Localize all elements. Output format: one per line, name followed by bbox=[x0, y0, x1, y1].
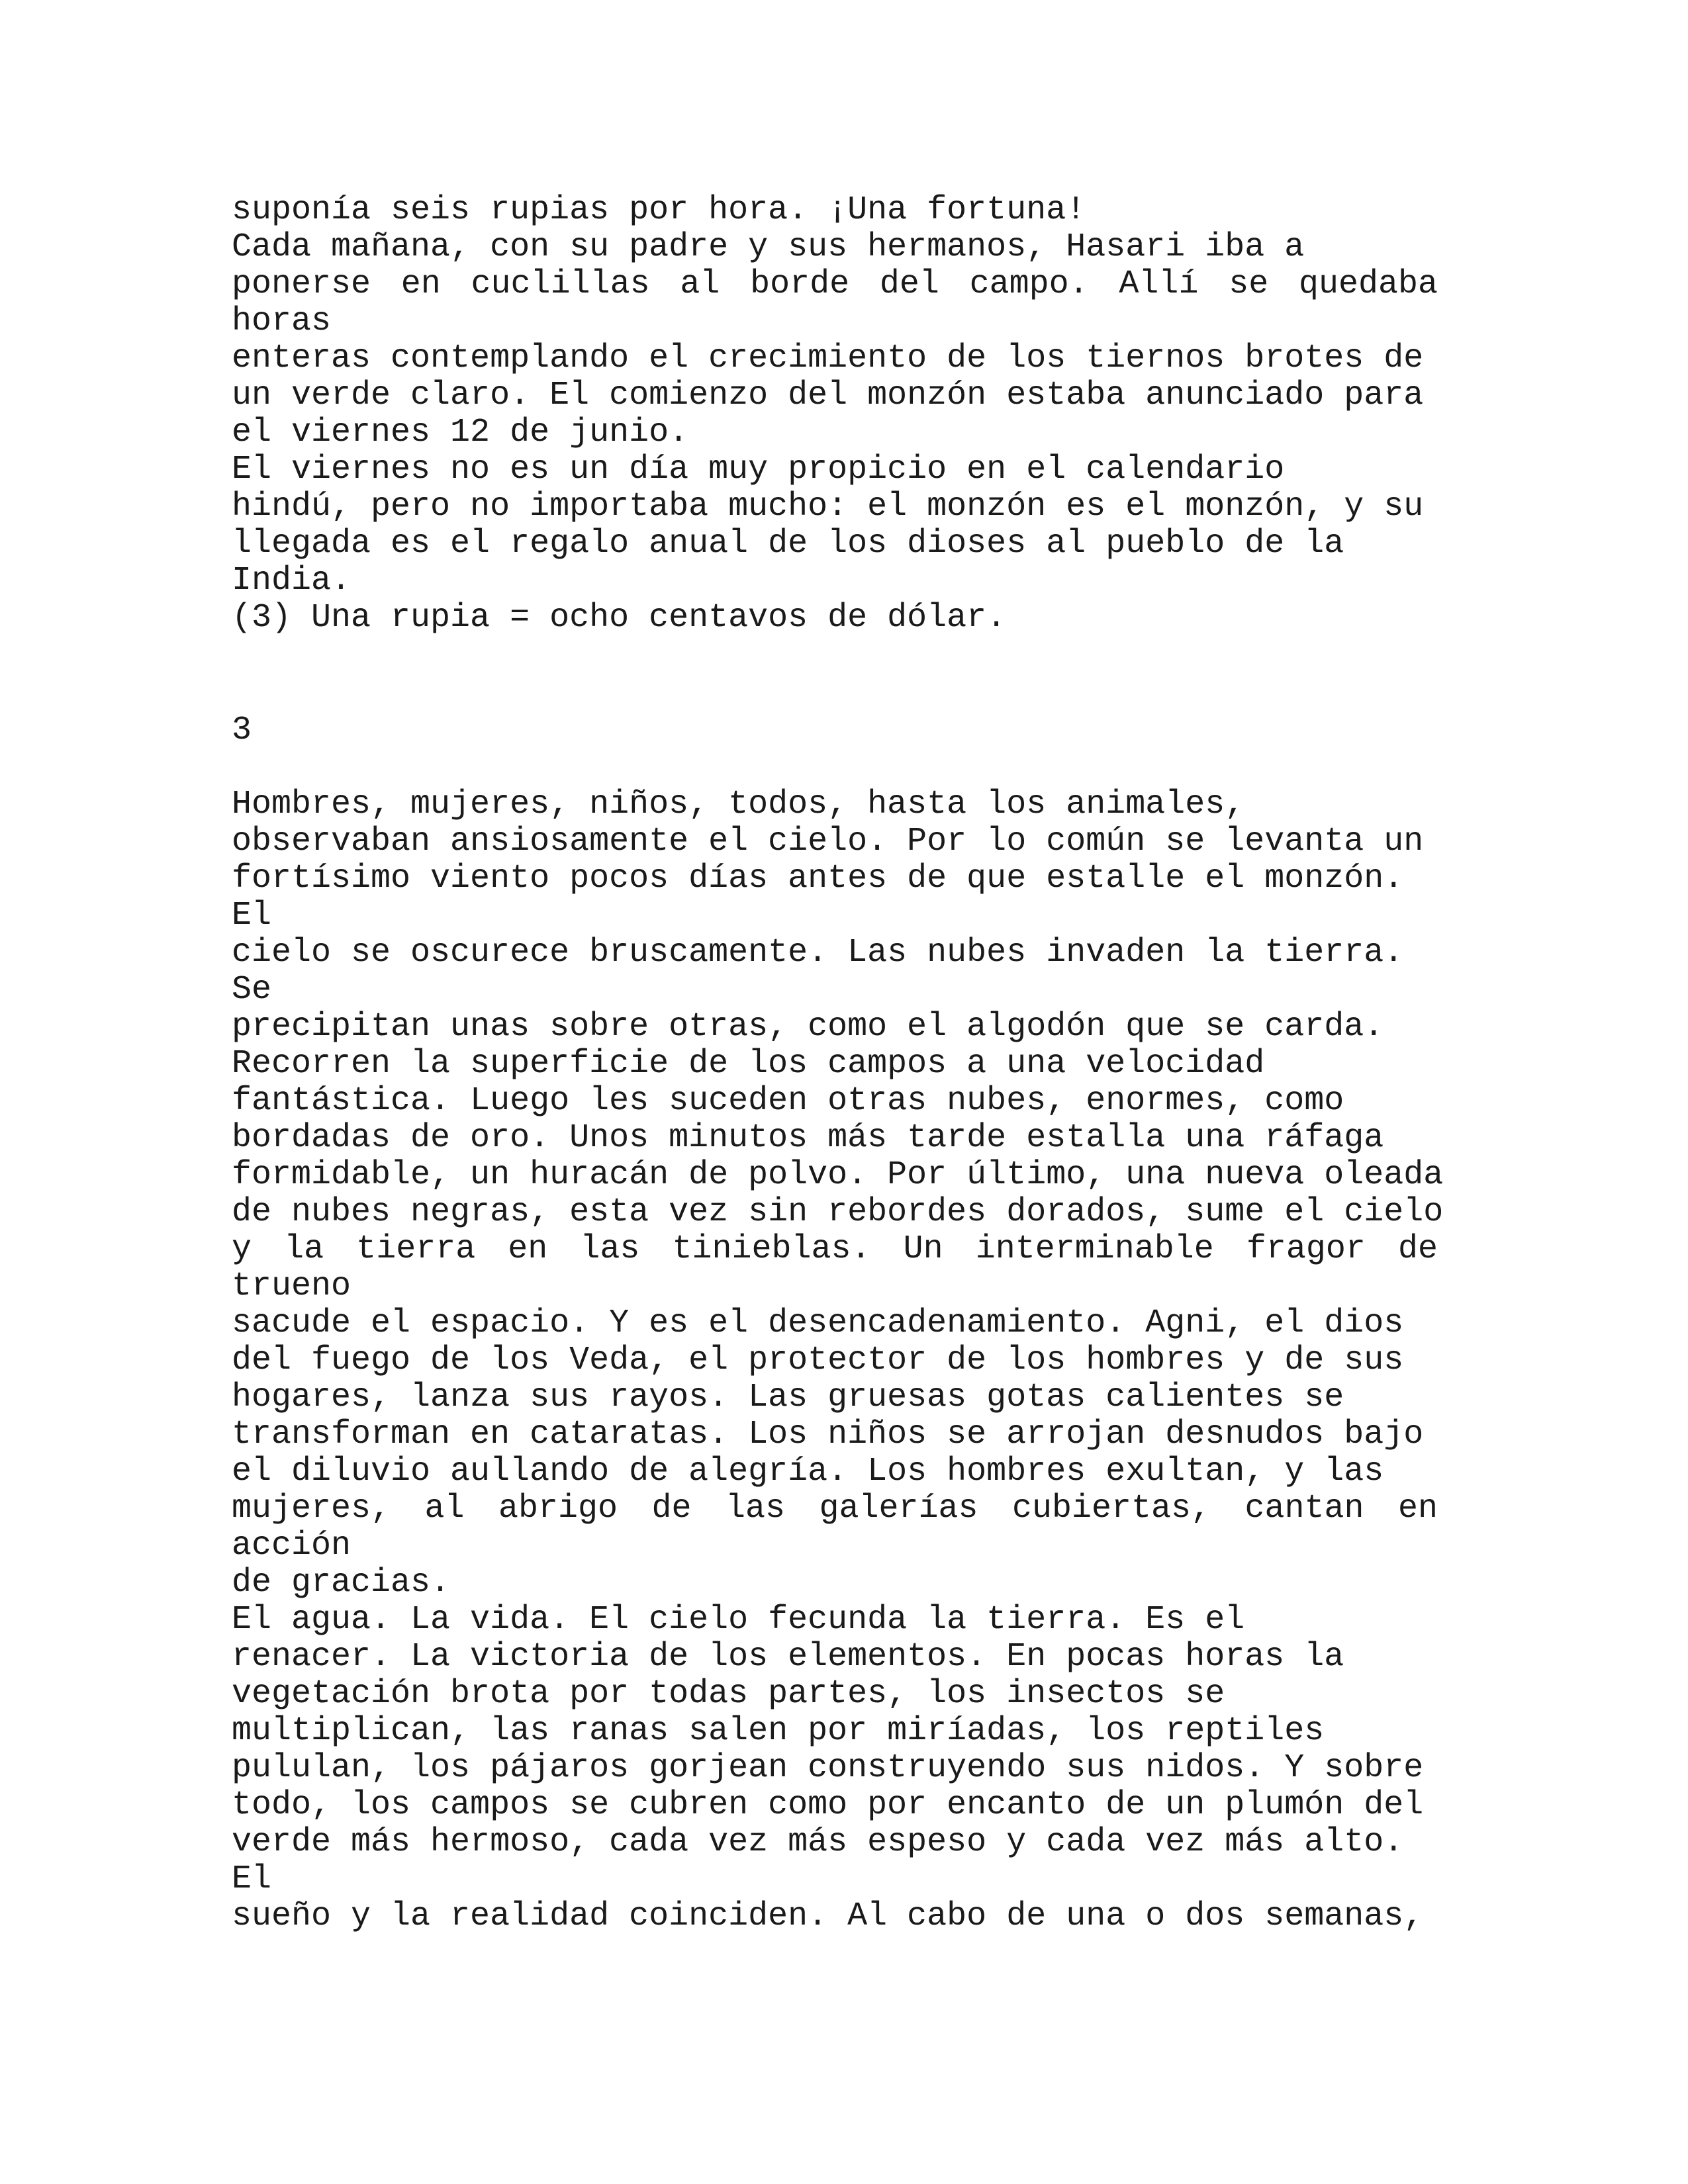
text-line: el viernes 12 de junio. bbox=[232, 414, 689, 451]
text-line: el diluvio aullando de alegría. Los hombres exultan, y las bbox=[232, 1453, 1384, 1490]
text-line: hogares, lanza sus rayos. Las gruesas gotas calientes se bbox=[232, 1379, 1344, 1416]
chapter-number: 3 bbox=[232, 711, 252, 749]
text-line: suponía seis rupias por hora. ¡Una fortuna! bbox=[232, 191, 1086, 229]
text-line: verde más hermoso, cada vez más espeso y cada vez más alto. bbox=[232, 1823, 1404, 1861]
text-line: de nubes negras, esta vez sin rebordes dorados, sume el cielo bbox=[232, 1193, 1444, 1231]
text-line: hindú, pero no importaba mucho: el monzón es el monzón, y su bbox=[232, 488, 1424, 525]
text-line: observaban ansiosamente el cielo. Por lo común se levanta un bbox=[232, 823, 1424, 860]
text-line: transforman en cataratas. Los niños se arrojan desnudos bajo bbox=[232, 1416, 1424, 1453]
text-line: El agua. La vida. El cielo fecunda la tierra. Es el bbox=[232, 1601, 1245, 1639]
text-line: renacer. La victoria de los elementos. En pocas horas la bbox=[232, 1638, 1344, 1676]
footnote: (3) Una rupia = ocho centavos de dólar. bbox=[232, 599, 1007, 637]
text-line: fortísimo viento pocos días antes de que estalle el monzón. bbox=[232, 860, 1404, 897]
text-line: vegetación brota por todas partes, los insectos se bbox=[232, 1675, 1225, 1713]
text-line: pululan, los pájaros gorjean construyendo sus nidos. Y sobre bbox=[232, 1749, 1424, 1787]
text-line: llegada es el regalo anual de los dioses al pueblo de la bbox=[232, 525, 1344, 563]
text-line: bordadas de oro. Unos minutos más tarde estalla una ráfaga bbox=[232, 1119, 1384, 1157]
text-line: formidable, un huracán de polvo. Por último, una nueva oleada bbox=[232, 1156, 1444, 1194]
text-line: todo, los campos se cubren como por encanto de un plumón del bbox=[232, 1786, 1424, 1824]
text-line: acción bbox=[232, 1527, 352, 1565]
text-line: de gracias. bbox=[232, 1564, 451, 1602]
text-line: mujeres, al abrigo de las galerías cubiertas, cantan en bbox=[232, 1490, 1438, 1527]
text-line: El bbox=[232, 1860, 272, 1898]
text-line: cielo se oscurece bruscamente. Las nubes invaden la tierra. bbox=[232, 934, 1404, 972]
text-line: sueño y la realidad coinciden. Al cabo de una o dos semanas, bbox=[232, 1897, 1424, 1935]
text-line: precipitan unas sobre otras, como el algodón que se carda. bbox=[232, 1008, 1384, 1046]
text-line: y la tierra en las tinieblas. Un interminable fragor de bbox=[232, 1230, 1438, 1268]
text-line: multiplican, las ranas salen por miríadas, los reptiles bbox=[232, 1712, 1325, 1750]
text-line: enteras contemplando el crecimiento de los tiernos brotes de bbox=[232, 340, 1424, 377]
text-line: Se bbox=[232, 971, 272, 1009]
text-line: del fuego de los Veda, el protector de los hombres y de sus bbox=[232, 1342, 1404, 1379]
text-line: El viernes no es un día muy propicio en el calendario bbox=[232, 451, 1285, 488]
text-line: un verde claro. El comienzo del monzón estaba anunciado para bbox=[232, 377, 1424, 414]
text-line: India. bbox=[232, 562, 352, 600]
text-line: ponerse en cuclillas al borde del campo. Allí se quedaba bbox=[232, 265, 1438, 303]
text-line: Recorren la superficie de los campos a una velocidad bbox=[232, 1045, 1265, 1083]
text-line: El bbox=[232, 897, 272, 934]
text-line: Hombres, mujeres, niños, todos, hasta los animales, bbox=[232, 786, 1245, 823]
text-line: horas bbox=[232, 302, 332, 340]
text-line: fantástica. Luego les suceden otras nubes, enormes, como bbox=[232, 1082, 1344, 1120]
text-line: sacude el espacio. Y es el desencadenamiento. Agni, el dios bbox=[232, 1304, 1404, 1342]
text-line: trueno bbox=[232, 1267, 352, 1305]
text-line: Cada mañana, con su padre y sus hermanos, Hasari iba a bbox=[232, 228, 1305, 266]
